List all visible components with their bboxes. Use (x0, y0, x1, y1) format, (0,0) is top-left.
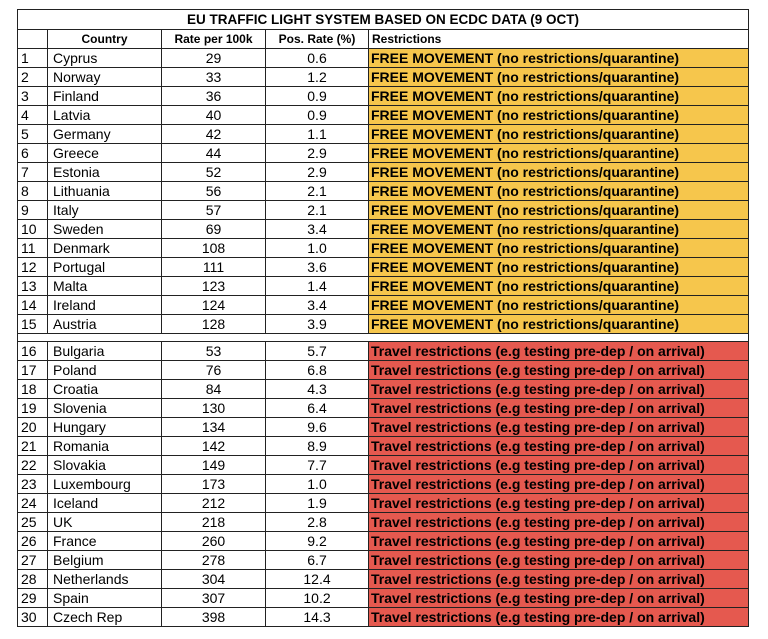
row-number: 26 (18, 532, 48, 551)
row-number: 30 (18, 608, 48, 627)
table-row (18, 380, 749, 399)
positivity-rate: 12.4 (266, 570, 369, 589)
rate-per-100k: 142 (162, 437, 266, 456)
row-number: 13 (18, 277, 48, 296)
row-number: 17 (18, 361, 48, 380)
restriction-status: Travel restrictions (e.g testing pre-dep / on arrival) (369, 570, 749, 589)
rate-per-100k: 134 (162, 418, 266, 437)
positivity-rate: 1.0 (266, 475, 369, 494)
positivity-rate: 1.2 (266, 68, 369, 87)
row-number: 5 (18, 125, 48, 144)
positivity-rate: 4.3 (266, 380, 369, 399)
restriction-status: Travel restrictions (e.g testing pre-dep / on arrival) (369, 513, 749, 532)
row-number: 10 (18, 220, 48, 239)
rate-per-100k: 29 (162, 49, 266, 68)
table-row (18, 201, 749, 220)
restriction-status: Travel restrictions (e.g testing pre-dep / on arrival) (369, 532, 749, 551)
traffic-light-table (17, 9, 749, 627)
restriction-status: Travel restrictions (e.g testing pre-dep / on arrival) (369, 589, 749, 608)
restriction-status: FREE MOVEMENT (no restrictions/quarantine) (369, 163, 749, 182)
green-group (18, 49, 749, 334)
spacer-cell (18, 334, 749, 342)
rate-per-100k: 111 (162, 258, 266, 277)
country-name: Poland (48, 361, 162, 380)
positivity-rate: 9.2 (266, 532, 369, 551)
country-name: Malta (48, 277, 162, 296)
red-group (18, 342, 749, 627)
table-row (18, 494, 749, 513)
row-number: 7 (18, 163, 48, 182)
country-name: Austria (48, 315, 162, 334)
row-number: 28 (18, 570, 48, 589)
table-row (18, 570, 749, 589)
rate-per-100k: 212 (162, 494, 266, 513)
restriction-status: Travel restrictions (e.g testing pre-dep / on arrival) (369, 551, 749, 570)
table-row (18, 163, 749, 182)
header-country: Country (48, 30, 162, 49)
table-row (18, 49, 749, 68)
country-name: Ireland (48, 296, 162, 315)
positivity-rate: 5.7 (266, 342, 369, 361)
row-number: 12 (18, 258, 48, 277)
rate-per-100k: 57 (162, 201, 266, 220)
country-name: Italy (48, 201, 162, 220)
positivity-rate: 2.8 (266, 513, 369, 532)
rate-per-100k: 40 (162, 106, 266, 125)
positivity-rate: 0.9 (266, 106, 369, 125)
positivity-rate: 9.6 (266, 418, 369, 437)
table-row (18, 418, 749, 437)
rate-per-100k: 52 (162, 163, 266, 182)
restriction-status: FREE MOVEMENT (no restrictions/quarantine) (369, 49, 749, 68)
table-row (18, 125, 749, 144)
table-row (18, 589, 749, 608)
table-row (18, 315, 749, 334)
rate-per-100k: 260 (162, 532, 266, 551)
rate-per-100k: 304 (162, 570, 266, 589)
restriction-status: FREE MOVEMENT (no restrictions/quarantine) (369, 258, 749, 277)
country-name: Belgium (48, 551, 162, 570)
positivity-rate: 2.9 (266, 163, 369, 182)
restriction-status: Travel restrictions (e.g testing pre-dep / on arrival) (369, 437, 749, 456)
restriction-status: FREE MOVEMENT (no restrictions/quarantine) (369, 277, 749, 296)
country-name: Netherlands (48, 570, 162, 589)
country-name: Norway (48, 68, 162, 87)
row-number: 21 (18, 437, 48, 456)
header-restrictions: Restrictions (369, 30, 749, 49)
restriction-status: FREE MOVEMENT (no restrictions/quarantine) (369, 296, 749, 315)
restriction-status: FREE MOVEMENT (no restrictions/quarantine) (369, 220, 749, 239)
country-name: Estonia (48, 163, 162, 182)
restriction-status: Travel restrictions (e.g testing pre-dep / on arrival) (369, 399, 749, 418)
country-name: Finland (48, 87, 162, 106)
country-name: Croatia (48, 380, 162, 399)
table-row (18, 220, 749, 239)
table-row (18, 532, 749, 551)
rate-per-100k: 69 (162, 220, 266, 239)
restriction-status: FREE MOVEMENT (no restrictions/quarantine) (369, 125, 749, 144)
row-number: 15 (18, 315, 48, 334)
country-name: Sweden (48, 220, 162, 239)
positivity-rate: 3.6 (266, 258, 369, 277)
positivity-rate: 1.9 (266, 494, 369, 513)
table-row (18, 399, 749, 418)
row-number: 20 (18, 418, 48, 437)
positivity-rate: 3.4 (266, 296, 369, 315)
row-number: 6 (18, 144, 48, 163)
positivity-rate: 1.0 (266, 239, 369, 258)
positivity-rate: 2.9 (266, 144, 369, 163)
header-num (18, 30, 48, 49)
country-name: Hungary (48, 418, 162, 437)
country-name: Denmark (48, 239, 162, 258)
country-name: Bulgaria (48, 342, 162, 361)
positivity-rate: 8.9 (266, 437, 369, 456)
row-number: 9 (18, 201, 48, 220)
table-row (18, 87, 749, 106)
positivity-rate: 14.3 (266, 608, 369, 627)
positivity-rate: 1.4 (266, 277, 369, 296)
header-row (18, 30, 749, 49)
positivity-rate: 6.4 (266, 399, 369, 418)
row-number: 4 (18, 106, 48, 125)
country-name: Iceland (48, 494, 162, 513)
restriction-status: Travel restrictions (e.g testing pre-dep / on arrival) (369, 342, 749, 361)
country-name: Spain (48, 589, 162, 608)
table-row (18, 342, 749, 361)
group-spacer (18, 334, 749, 342)
row-number: 3 (18, 87, 48, 106)
rate-per-100k: 130 (162, 399, 266, 418)
restriction-status: Travel restrictions (e.g testing pre-dep / on arrival) (369, 418, 749, 437)
restriction-status: FREE MOVEMENT (no restrictions/quarantine) (369, 68, 749, 87)
restriction-status: Travel restrictions (e.g testing pre-dep / on arrival) (369, 380, 749, 399)
positivity-rate: 3.4 (266, 220, 369, 239)
row-number: 18 (18, 380, 48, 399)
restriction-status: FREE MOVEMENT (no restrictions/quarantine) (369, 239, 749, 258)
header-pos-rate: Pos. Rate (%) (266, 30, 369, 49)
row-number: 24 (18, 494, 48, 513)
country-name: Latvia (48, 106, 162, 125)
rate-per-100k: 84 (162, 380, 266, 399)
restriction-status: Travel restrictions (e.g testing pre-dep / on arrival) (369, 475, 749, 494)
country-name: Cyprus (48, 49, 162, 68)
row-number: 14 (18, 296, 48, 315)
country-name: Luxembourg (48, 475, 162, 494)
rate-per-100k: 218 (162, 513, 266, 532)
country-name: UK (48, 513, 162, 532)
row-number: 25 (18, 513, 48, 532)
positivity-rate: 0.9 (266, 87, 369, 106)
rate-per-100k: 56 (162, 182, 266, 201)
table-row (18, 456, 749, 475)
country-name: Slovakia (48, 456, 162, 475)
row-number: 16 (18, 342, 48, 361)
table-row (18, 106, 749, 125)
rate-per-100k: 53 (162, 342, 266, 361)
table-row (18, 68, 749, 87)
positivity-rate: 10.2 (266, 589, 369, 608)
positivity-rate: 6.8 (266, 361, 369, 380)
rate-per-100k: 123 (162, 277, 266, 296)
country-name: Czech Rep (48, 608, 162, 627)
positivity-rate: 2.1 (266, 182, 369, 201)
country-name: Germany (48, 125, 162, 144)
rate-per-100k: 124 (162, 296, 266, 315)
table-row (18, 182, 749, 201)
positivity-rate: 2.1 (266, 201, 369, 220)
table-row (18, 144, 749, 163)
rate-per-100k: 36 (162, 87, 266, 106)
restriction-status: Travel restrictions (e.g testing pre-dep / on arrival) (369, 361, 749, 380)
table-title: EU TRAFFIC LIGHT SYSTEM BASED ON ECDC DATA (9 OCT) (18, 10, 749, 30)
rate-per-100k: 33 (162, 68, 266, 87)
rate-per-100k: 76 (162, 361, 266, 380)
row-number: 27 (18, 551, 48, 570)
rate-per-100k: 42 (162, 125, 266, 144)
country-name: Portugal (48, 258, 162, 277)
positivity-rate: 7.7 (266, 456, 369, 475)
header-rate: Rate per 100k (162, 30, 266, 49)
row-number: 11 (18, 239, 48, 258)
rate-per-100k: 128 (162, 315, 266, 334)
table-row (18, 513, 749, 532)
row-number: 1 (18, 49, 48, 68)
row-number: 23 (18, 475, 48, 494)
table-row (18, 361, 749, 380)
row-number: 29 (18, 589, 48, 608)
table-row (18, 277, 749, 296)
table-row (18, 475, 749, 494)
restriction-status: FREE MOVEMENT (no restrictions/quarantine) (369, 182, 749, 201)
country-name: Lithuania (48, 182, 162, 201)
restriction-status: Travel restrictions (e.g testing pre-dep / on arrival) (369, 608, 749, 627)
table-row (18, 239, 749, 258)
positivity-rate: 3.9 (266, 315, 369, 334)
restriction-status: FREE MOVEMENT (no restrictions/quarantine) (369, 106, 749, 125)
restriction-status: FREE MOVEMENT (no restrictions/quarantine) (369, 87, 749, 106)
country-name: Slovenia (48, 399, 162, 418)
row-number: 2 (18, 68, 48, 87)
table-row (18, 551, 749, 570)
country-name: France (48, 532, 162, 551)
row-number: 19 (18, 399, 48, 418)
rate-per-100k: 398 (162, 608, 266, 627)
table-row (18, 608, 749, 627)
restriction-status: FREE MOVEMENT (no restrictions/quarantine) (369, 201, 749, 220)
restriction-status: Travel restrictions (e.g testing pre-dep / on arrival) (369, 494, 749, 513)
rate-per-100k: 108 (162, 239, 266, 258)
positivity-rate: 1.1 (266, 125, 369, 144)
country-name: Greece (48, 144, 162, 163)
table-row (18, 258, 749, 277)
rate-per-100k: 307 (162, 589, 266, 608)
positivity-rate: 0.6 (266, 49, 369, 68)
row-number: 22 (18, 456, 48, 475)
rate-per-100k: 149 (162, 456, 266, 475)
restriction-status: FREE MOVEMENT (no restrictions/quarantine) (369, 315, 749, 334)
restriction-status: Travel restrictions (e.g testing pre-dep / on arrival) (369, 456, 749, 475)
table-row (18, 437, 749, 456)
rate-per-100k: 173 (162, 475, 266, 494)
row-number: 8 (18, 182, 48, 201)
restriction-status: FREE MOVEMENT (no restrictions/quarantine) (369, 144, 749, 163)
positivity-rate: 6.7 (266, 551, 369, 570)
country-name: Romania (48, 437, 162, 456)
rate-per-100k: 278 (162, 551, 266, 570)
table-row (18, 296, 749, 315)
rate-per-100k: 44 (162, 144, 266, 163)
